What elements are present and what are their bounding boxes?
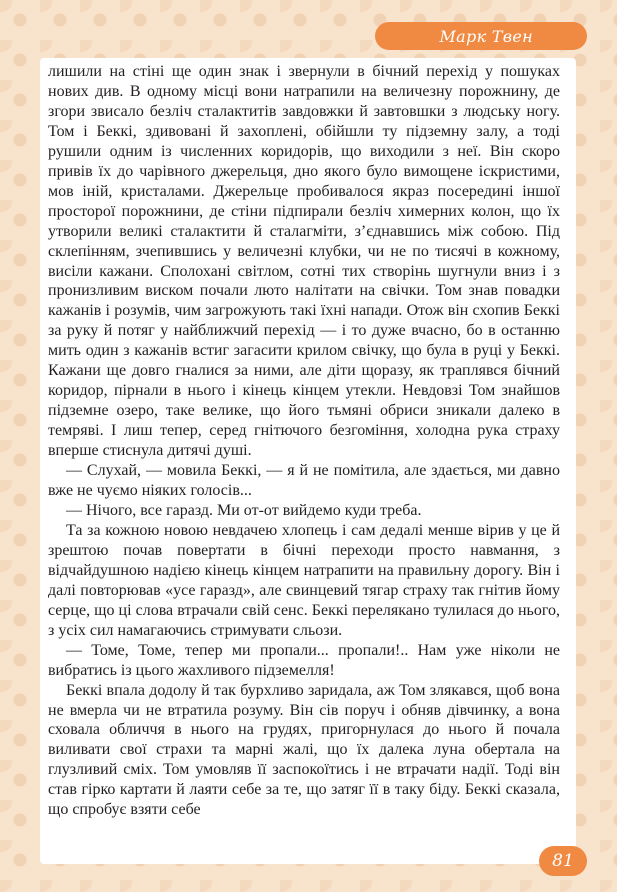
paragraph-1: лишили на стіні ще один знак і звернули в бічний перехід у пошуках нових див. В одному місці вони натрапили на величезну порожнину, де згори звисало безліч сталактитів завдовжки й завтовшки з людську ногу. Том і Беккі, здивовані й захоплені, обійшли ту підземну залу, а тоді рушили одним із численних коридорів, що виходили з неї. Він скоро привів їх до чарівного джерельця, дно якого було вимощене іскристими, мов іній, кристалами. Джерельце пробивалося якраз посередині іншої просторої порожнини, де стіни підпирали безліч химерних колон, що їх утворили великі сталактити й сталагміти, з’єднавшись між собою. Під склепінням, зчепившись у величезні клубки, чи не по тисячі в кожному, висіли кажани. Сполохані світлом, сотні тих створінь шугнули вниз і з пронизливим виском почали люто налітати на свічки. Том знав повадки кажанів і розумів, чим загрожують такі їхні напади. Отож він схопив Беккі за руку й потяг у найближчий перехід — і то дуже вчасно, бо в останню мить один з кажанів встиг загасити крилом свічку, що була в руці у Беккі. Кажани ще довго гналися за ними, але діти щоразу, як траплявся бічний коридор, пірнали в нього і кінець кінцем утекли. Невдовзі Том знайшов підземне озеро, таке велике, що його тьмяні обриси зникали далеко в темряві. І лиш тепер, серед гнітючого безгоміння, холодна рука страху вперше стиснула дитячі душі.	[48, 63, 560, 460]
page-number: 81	[552, 851, 574, 871]
page-number-badge	[539, 846, 587, 876]
author-name: Марк Твен	[439, 26, 533, 46]
paragraph-2: — Слухай, — мовила Беккі, — я й не помітила, але здається, ми давно вже не чуємо ніяких голосів...	[48, 462, 560, 500]
paragraph-4: Та за кожною новою невдачею хлопець і сам дедалі менше вірив у це й зрештою почав повертати в бічні переходи просто навмання, з відчайдушною надією кінець кінцем натрапити на правильну дорогу. Він і далі повторював «усе гаразд», але свинцевий тягар страху так гнітив йому серце, що ці слова втрачали свій сенс. Беккі перелякано тулилася до нього, з усіх сил намагаючись стримувати сльози.	[48, 521, 560, 639]
paragraph-6: Беккі впала додолу й так бурхливо заридала, аж Том злякався, щоб вона не вмерла чи не втратила розуму. Він сів поруч і обняв дівчинку, а вона сховала обличчя в нього на грудях, пригорнулася до нього й почала виливати свої страхи та марні жалі, що їх далека луна обертала на глузливий сміх. Том умовляв її заспокоїтись і не втрачати надії. Тоді він став гірко картати й лаяти себе за те, що затяг її в таку біду. Беккі сказала, що спробує взяти себе	[48, 681, 560, 819]
body-text	[48, 62, 560, 820]
running-header	[375, 22, 587, 50]
paragraph-3: — Нічого, все гаразд. Ми от-от вийдемо куди треба.	[66, 501, 422, 519]
paragraph-5: — Томе, Томе, тепер ми пропали... пропали!.. Нам уже ніколи не вибратись із цього жахливого підземелля!	[48, 641, 560, 679]
